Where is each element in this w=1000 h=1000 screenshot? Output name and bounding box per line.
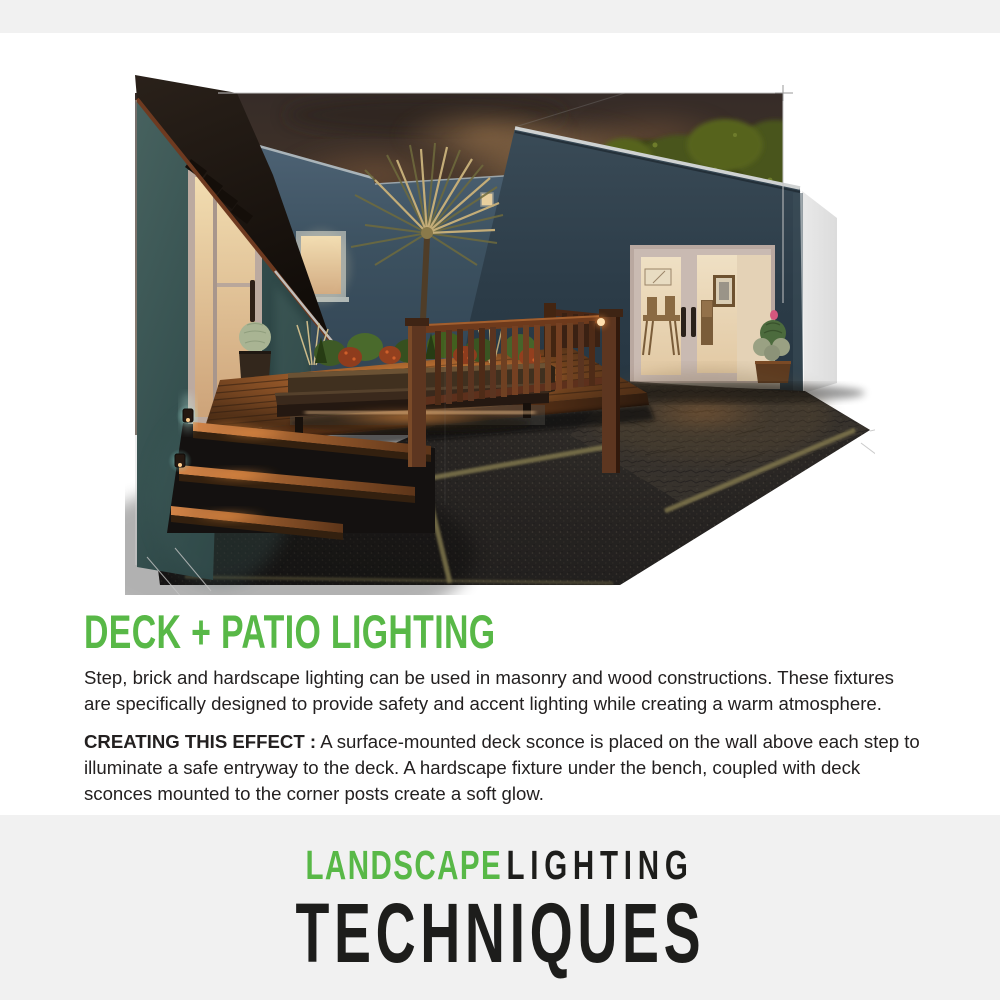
hero-render (125, 75, 875, 595)
section-heading (84, 605, 924, 658)
content-section (84, 604, 924, 819)
series-title: TECHNIQUES (295, 886, 705, 980)
brand-line (0, 842, 1000, 888)
door-handle-right (691, 307, 696, 337)
intro-paragraph: Step, brick and hardscape lighting can be used in masonry and wood constructions. These fixtures are specifically designed to provide safety and accent lighting while creating a warm atmosphere. (84, 667, 894, 715)
cactus-flower (770, 310, 778, 320)
effect-paragraph (84, 729, 924, 807)
section-heading-text: DECK + PATIO LIGHTING (84, 605, 496, 658)
far-lit-window (481, 193, 493, 206)
deck-scene-illustration (125, 75, 875, 595)
framed-picture (713, 275, 735, 307)
brand-word-landscape: LANDSCAPE (305, 842, 503, 888)
brand-word-lighting: LIGHTING (506, 842, 695, 888)
door-handle-left (681, 307, 686, 337)
entry-door-handle (250, 280, 255, 322)
post-sconce (597, 318, 605, 326)
effect-text: A surface-mounted deck sconce is placed on the wall above each step to illuminate a safe entryway to the deck. A hardscape fixture under the bench, coupled with deck sconces mounted to the corner posts create a soft glow. (84, 731, 920, 805)
top-border-band (0, 0, 1000, 33)
gray-edge-panel (802, 191, 837, 393)
step-sconce-lower (163, 444, 197, 478)
wall-art-sign (645, 269, 671, 285)
footer-band (0, 815, 1000, 1000)
effect-label: CREATING THIS EFFECT : (84, 731, 317, 753)
railing-post-left (405, 318, 429, 467)
